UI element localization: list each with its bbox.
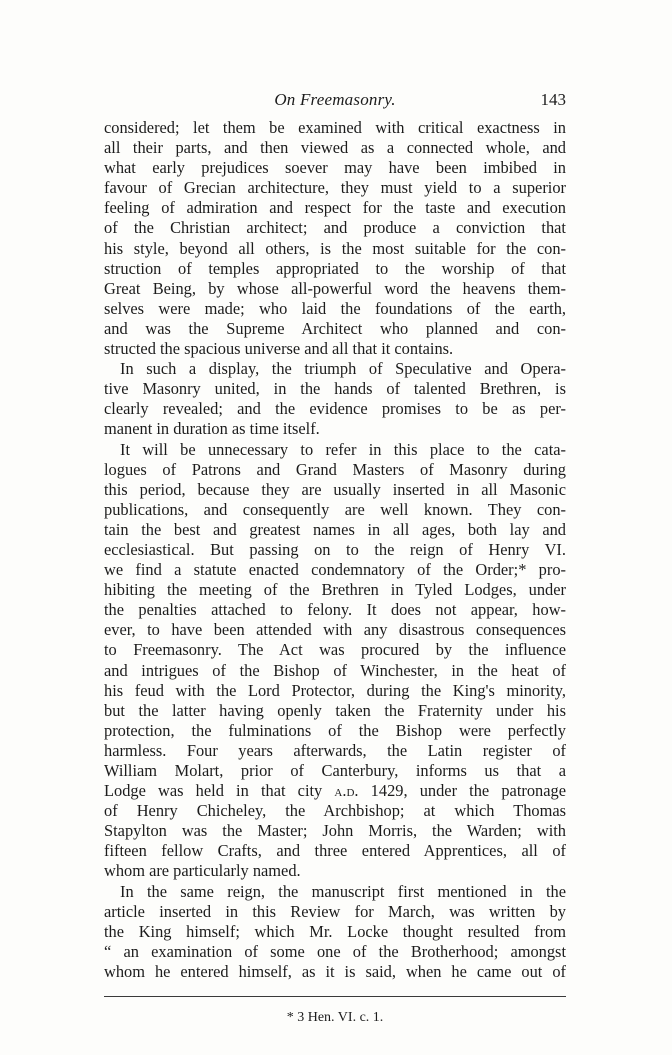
text-line: clearly revealed; and the evidence promises to be as per- <box>104 399 566 419</box>
text-line: and intrigues of the Bishop of Winchester, in the heat of <box>104 660 566 680</box>
text-line: his style, beyond all others, is the most suitable for the con- <box>104 238 566 258</box>
text-line: struction of temples appropriated to the worship of that <box>104 258 566 278</box>
text-line-start: Lodge was held in that city <box>104 781 323 801</box>
text-line: ever, to have been attended with any disastrous consequences <box>104 620 566 640</box>
text-line: whom are particularly named. <box>104 861 301 881</box>
footnote: * 3 Hen. VI. c. 1. <box>286 1010 384 1025</box>
text-line: this period, because they are usually inserted in all Masonic <box>104 479 566 499</box>
text-line: protection, the fulminations of the Bishop were perfectly <box>104 720 566 740</box>
text-line: and was the Supreme Architect who planned and con- <box>104 318 566 338</box>
text-line: ecclesiastical. But passing on to the reign of Henry VI. <box>104 539 566 559</box>
text-line: the King himself; which Mr. Locke thought resulted from <box>104 921 566 941</box>
text-line: “ an examination of some one of the Brotherhood; amongst <box>104 941 566 961</box>
text-line: selves were made; who laid the foundations of the earth, <box>104 298 566 318</box>
text-line: we find a statute enacted condemnatory of the Order;* pro- <box>104 560 566 580</box>
text-line: his feud with the Lord Protector, during the King's minority, <box>104 680 566 700</box>
date-abbreviation: a.d. <box>334 781 359 801</box>
text-line: tain the best and greatest names in all ages, both lay and <box>104 519 566 539</box>
running-title: On Freemasonry. <box>274 90 396 109</box>
text-line: William Molart, prior of Canterbury, informs us that a <box>104 761 566 780</box>
text-line: Stapylton was the Master; John Morris, the Warden; with <box>104 821 566 841</box>
text-line: but the latter having openly taken the Fraternity under his <box>104 700 566 720</box>
text-line <box>104 781 566 801</box>
text-line: of Henry Chicheley, the Archbishop; at which Thomas <box>104 801 566 821</box>
paragraph-first-line: In such a display, the triumph of Speculative and Opera- <box>120 359 566 379</box>
text-line: whom he entered himself, as it is said, when he came out of <box>104 961 566 981</box>
text-line: Great Being, by whose all-powerful word the heavens them- <box>104 278 566 298</box>
text-line: all their parts, and then viewed as a connected whole, and <box>104 138 566 158</box>
footnote-rule <box>104 996 566 997</box>
text-line-end: 1429, under the patronage <box>370 781 566 801</box>
text-line: the penalties attached to felony. It does not appear, how- <box>104 600 566 620</box>
text-line: to Freemasonry. The Act was procured by the influence <box>104 640 566 660</box>
text-line: of the Christian architect; and produce a conviction that <box>104 218 566 238</box>
paragraph-first-line: In the same reign, the manuscript first mentioned in the <box>120 881 566 901</box>
text-line: what early prejudices soever may have been imbibed in <box>104 158 566 178</box>
text-line: tive Masonry united, in the hands of talented Brethren, is <box>104 379 566 399</box>
text-line: harmless. Four years afterwards, the Latin register of <box>104 740 566 760</box>
running-head <box>104 90 566 114</box>
text-line: logues of Patrons and Grand Masters of Masonry during <box>104 459 566 479</box>
text-line: publications, and consequently are well known. They con- <box>104 499 566 519</box>
body-text <box>104 118 566 982</box>
text-line: article inserted in this Review for March, was written by <box>104 901 566 921</box>
text-line: structed the spacious universe and all that it contains. <box>104 339 454 359</box>
text-line: favour of Grecian architecture, they must yield to a superior <box>104 178 566 198</box>
paragraph-first-line: It will be unnecessary to refer in this place to the cata- <box>120 439 566 459</box>
text-line: considered; let them be examined with critical exactness in <box>104 118 566 137</box>
text-line: fifteen fellow Crafts, and three entered Apprentices, all of <box>104 841 566 861</box>
page-number: 143 <box>540 90 566 109</box>
text-line: manent in duration as time itself. <box>104 419 320 439</box>
text-line: feeling of admiration and respect for the taste and execution <box>104 198 566 218</box>
text-line: hibiting the meeting of the Brethren in Tyled Lodges, under <box>104 580 566 600</box>
